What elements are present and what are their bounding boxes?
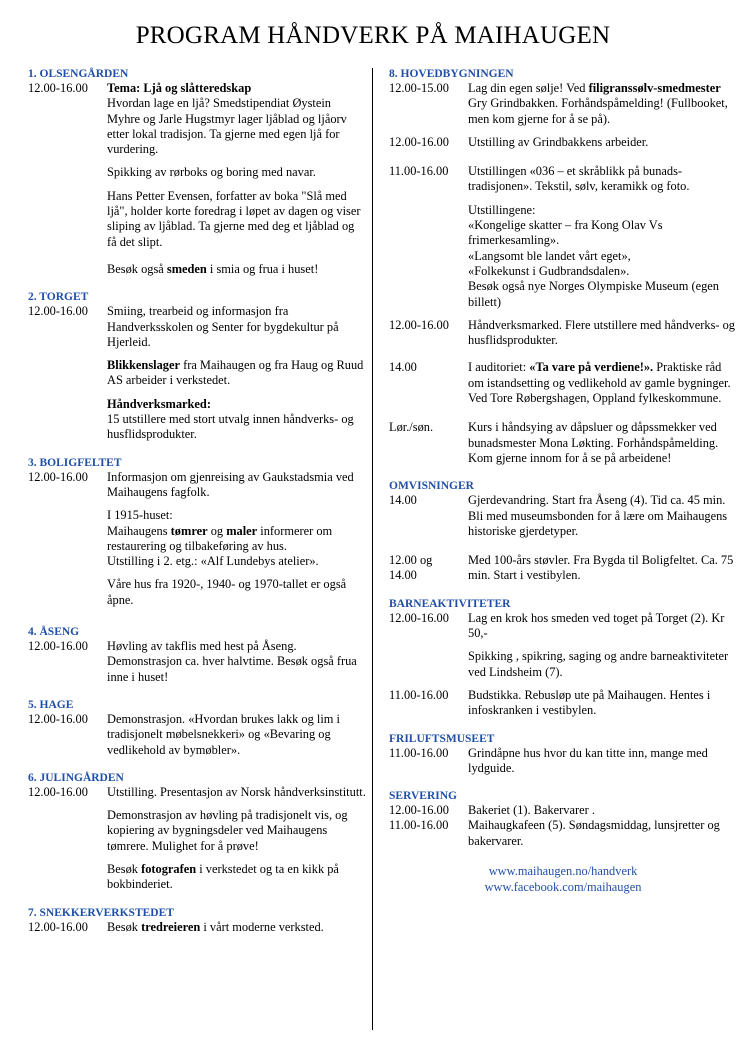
- section-barneaktiviteter: [389, 598, 739, 719]
- paragraph: Grindåpne hus hvor du kan titte inn, mange med lydguide.: [468, 745, 708, 775]
- section-heading: FRILUFTSMUSEET: [389, 732, 495, 745]
- paragraph: Besøk fotografen i verkstedet og ta en kikk på bokbinderiet.: [107, 861, 339, 892]
- paragraph: Besøk også smeden i smia og frua i huset!: [107, 261, 319, 276]
- section-hovedbygningen: [389, 68, 739, 466]
- paragraph: Spikking , spikring, saging og andre barneaktiviteter ved Lindsheim (7).: [468, 649, 729, 679]
- paragraph: Våre hus fra 1920-, 1940- og 1970-tallet er også åpne.: [107, 577, 347, 607]
- exhibitions-block: [468, 203, 739, 310]
- paragraph: Kurs i håndsying av dåpsluer og dåpssmekker ved bunadsmester Mona Løkting. Forhåndspåmelding. Kom gjerne innom for å se på arbeidene!: [468, 420, 719, 465]
- time: 11.00-16.00: [389, 687, 449, 702]
- paragraph: Utstilling. Presentasjon av Norsk håndverksinstitutt.: [107, 784, 366, 799]
- section-snekkerverkstedet: [28, 907, 366, 935]
- section-hage: [28, 699, 366, 758]
- section-servering: [389, 790, 739, 849]
- page-title: PROGRAM HÅNDVERK PÅ MAIHAUGEN: [135, 22, 611, 49]
- paragraph: «Kongelige skatter – fra Kong Olav Vs frimerkesamling».: [468, 218, 663, 248]
- paragraph: «Langsomt ble landet vårt eget»,: [468, 248, 631, 263]
- paragraph: 15 utstillere med stort utvalg innen håndverks- og husflidsprodukter.: [107, 412, 354, 442]
- time: 14.00: [389, 360, 417, 375]
- paragraph: Høvling av takflis med hest på Åseng. Demonstrasjon ca. hver halvtime. Besøk også frua inne i huset!: [107, 639, 357, 684]
- time: 12.00-16.00: [389, 134, 449, 149]
- paragraph: Besøk også nye Norges Olympiske Museum (egen billett): [468, 279, 719, 309]
- time: Lør./søn.: [389, 420, 434, 435]
- paragraph: «Folkekunst i Gudbrandsdalen».: [468, 263, 630, 278]
- paragraph: Lag din egen sølje! Ved filigranssølv-smedmester Gry Grindbakken. Forhåndspåmelding! (Fullbooket, men kom gjerne for å se på).: [468, 81, 728, 126]
- time: 12.00-16.00: [28, 81, 88, 95]
- time: 12.00-15.00: [389, 81, 449, 95]
- section-heading: BARNEAKTIVITETER: [389, 597, 511, 610]
- paragraph: Håndverksmarked:: [107, 396, 211, 411]
- section-heading: OMVISNINGER: [389, 480, 474, 493]
- section-omvisninger: [389, 480, 739, 583]
- paragraph: Bakeriet (1). Bakervarer .: [468, 803, 595, 818]
- right-column: [389, 68, 739, 895]
- time: 12.00-16.00: [389, 317, 449, 332]
- facebook-link[interactable]: www.facebook.com/maihaugen: [484, 879, 642, 894]
- topic: Tema: Ljå og slåtteredskap: [107, 81, 252, 95]
- section-torget: [28, 291, 366, 442]
- section-heading: 1. OLSENGÅRDEN: [28, 68, 129, 80]
- paragraph: Utstilling i 2. etg.: «Alf Lundebys atelier».: [107, 554, 319, 569]
- paragraph: Smiing, trearbeid og informasjon fra Handverksskolen og Senter for bygdekultur på Hjerleid.: [107, 304, 339, 349]
- paragraph: Hans Petter Evensen, forfatter av boka "Slå med ljå", holder korte foredrag i løpet av dagen og viser sliping av ljåblad. Ta gjerne med deg et ljåblad og få det slipt.: [107, 188, 361, 249]
- paragraph: Utstillingen «036 – et skråblikk på bunads-tradisjonen». Tekstil, sølv, keramikk og foto.: [468, 164, 690, 194]
- section-heading: 6. JULINGÅRDEN: [28, 771, 124, 784]
- time: 12.00-16.00: [28, 784, 88, 799]
- section-boligfeltet: [28, 457, 366, 608]
- section-julingarden: [28, 772, 366, 893]
- section-heading: 4. ÅSENG: [28, 626, 80, 639]
- paragraph: I 1915-huset:: [107, 508, 173, 523]
- section-heading: 7. SNEKKERVERKSTEDET: [28, 906, 174, 919]
- time: 14.00: [389, 568, 417, 583]
- column-divider: [372, 68, 373, 1030]
- paragraph: Maihaugkafeen (5). Søndagsmiddag, lunsjretter og bakervarer.: [468, 818, 720, 848]
- paragraph: Med 100-års støvler. Fra Bygda til Boligfeltet. Ca. 75 min. Start i vestibylen.: [468, 553, 734, 583]
- time: 12.00-16.00: [389, 610, 449, 625]
- paragraph: Maihaugens tømrer og maler informerer om restaurering og tilbakeføring av hus.: [107, 523, 333, 553]
- time: 12.00-16.00: [28, 919, 88, 934]
- paragraph: Budstikka. Rebusløp ute på Maihaugen. Hentes i infoskranken i vestibylen.: [468, 687, 711, 718]
- time: 14.00: [389, 493, 417, 508]
- section-heading: 5. HAGE: [28, 698, 74, 711]
- section-heading: 2. TORGET: [28, 291, 89, 304]
- time: 12.00-16.00: [28, 304, 88, 319]
- section-heading: SERVERING: [389, 790, 457, 803]
- section-aseng: [28, 626, 366, 685]
- time: 12.00-16.00: [28, 469, 88, 484]
- paragraph: Håndverksmarked. Flere utstillere med håndverks- og husflidsprodukter.: [468, 317, 736, 348]
- section-heading: 8. HOVEDBYGNINGEN: [389, 68, 514, 80]
- paragraph: Demonstrasjon av høvling på tradisjonelt vis, og kopiering av bygningsdeler ved Maihaugens tømrere. Mulighet for å prøve!: [107, 808, 348, 853]
- section-olsengarden: [28, 68, 366, 277]
- paragraph: Blikkenslager fra Maihaugen og fra Haug og Ruud AS arbeider i verkstedet.: [107, 358, 364, 388]
- paragraph: Informasjon om gjenreising av Gaukstadsmia ved Maihaugens fagfolk.: [107, 469, 354, 499]
- paragraph: Demonstrasjon. «Hvordan brukes lakk og lim i tradisjonelt møbelsnekkeri» og «Bevaring og vedlikehold av bymøbler».: [107, 711, 340, 757]
- left-column: [28, 68, 366, 949]
- time: 11.00-16.00: [389, 745, 449, 760]
- time: 11.00-16.00: [389, 818, 449, 833]
- paragraph: Utstilling av Grindbakkens arbeider.: [468, 134, 649, 149]
- section-heading: 3. BOLIGFELTET: [28, 456, 122, 469]
- paragraph: Lag en krok hos smeden ved toget på Torget (2). Kr 50,-: [468, 610, 725, 641]
- time: 11.00-16.00: [389, 164, 449, 179]
- time: 12.00-16.00: [28, 711, 88, 726]
- paragraph: Utstillingene:: [468, 202, 536, 217]
- paragraph: Spikking av rørboks og boring med navar.: [107, 165, 316, 180]
- paragraph: Besøk tredreieren i vårt moderne verksted.: [107, 919, 324, 934]
- website-link[interactable]: www.maihaugen.no/handverk: [488, 863, 638, 878]
- section-friluftsmuseet: [389, 733, 739, 777]
- time: 12.00 og: [389, 553, 433, 568]
- time: 12.00-16.00: [389, 803, 449, 818]
- paragraph: Gjerdevandring. Start fra Åseng (4). Tid ca. 45 min. Bli med museumsbonden for å lære om Maihaugens historiske gjerdetyper.: [468, 493, 728, 538]
- time: 12.00-16.00: [28, 639, 88, 654]
- paragraph: I auditoriet: «Ta vare på verdiene!». Praktiske råd om istandsetting og vedlikehold av gamle bygninger. Ved Tore Røbergshagen, Oppland fylkeskommune.: [468, 360, 731, 406]
- paragraph: Hvordan lage en ljå? Smedstipendiat Øystein Myhre og Jarle Hugstmyr lager ljåblad og ljåorv etter lokal tradisjon. Ta gjerne med egen ljå for vurdering.: [107, 96, 347, 157]
